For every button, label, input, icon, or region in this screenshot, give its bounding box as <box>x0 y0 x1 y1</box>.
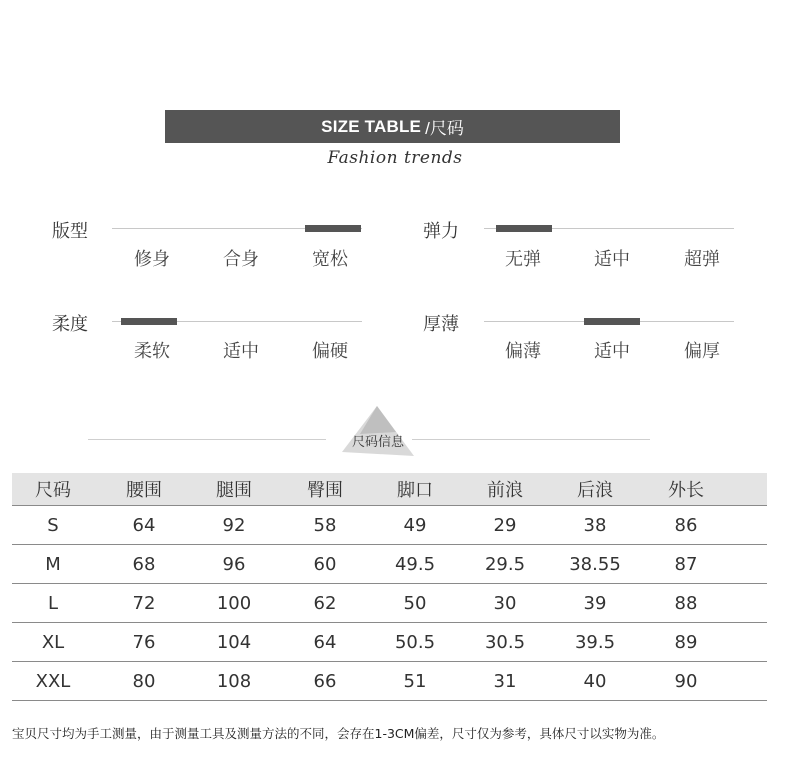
table-cell: XXL <box>35 670 71 692</box>
banner-title: SIZE TABLE <box>321 116 422 136</box>
table-row <box>12 584 767 623</box>
attr-softness-option: 柔软 <box>134 341 170 362</box>
column-header: 脚口 <box>397 480 433 501</box>
table-cell: 108 <box>216 670 252 692</box>
table-cell: 64 <box>132 514 156 536</box>
attr-stretch-option: 适中 <box>594 249 630 270</box>
table-cell: 50 <box>403 592 427 614</box>
table-cell: 50.5 <box>394 631 436 653</box>
table-cell: 92 <box>222 514 246 536</box>
table-cell: 96 <box>222 553 246 575</box>
table-cell: 40 <box>583 670 607 692</box>
table-cell: 49 <box>403 514 427 536</box>
attr-stretch-marker <box>496 225 552 232</box>
table-row <box>12 623 767 662</box>
attr-softness-option: 偏硬 <box>312 341 348 362</box>
attr-stretch-option: 无弹 <box>505 249 541 270</box>
table-cell: 76 <box>132 631 156 653</box>
table-cell: 39 <box>583 592 607 614</box>
attr-thickness-option: 偏薄 <box>505 341 541 362</box>
table-cell: 80 <box>132 670 156 692</box>
table-cell: L <box>47 592 59 614</box>
table-cell: 29.5 <box>484 553 526 575</box>
table-cell: XL <box>41 631 65 653</box>
table-cell: 30 <box>493 592 517 614</box>
table-cell: M <box>45 553 61 575</box>
table-row <box>12 662 767 701</box>
table-row <box>12 545 767 584</box>
table-cell: 90 <box>674 670 698 692</box>
table-cell: 104 <box>216 631 252 653</box>
attr-fit-option: 宽松 <box>312 249 348 270</box>
attr-thickness-marker <box>584 318 640 325</box>
table-cell: S <box>47 514 59 536</box>
column-header: 前浪 <box>487 480 523 501</box>
table-cell: 68 <box>132 553 156 575</box>
column-header: 后浪 <box>577 480 613 501</box>
attr-stretch-label: 弹力 <box>423 221 459 242</box>
attr-softness-marker <box>121 318 177 325</box>
attr-thickness-option: 适中 <box>594 341 630 362</box>
column-header: 腰围 <box>126 480 162 501</box>
table-cell: 39.5 <box>574 631 616 653</box>
table-cell: 49.5 <box>394 553 436 575</box>
table-cell: 86 <box>674 514 698 536</box>
attr-fit-option: 修身 <box>134 249 170 270</box>
attr-softness-label: 柔度 <box>52 314 88 335</box>
table-cell: 64 <box>313 631 337 653</box>
fashion-trends-subtitle: Fashion trends <box>327 148 463 168</box>
attr-stretch-option: 超弹 <box>684 249 720 270</box>
column-header: 尺码 <box>35 480 71 501</box>
table-cell: 88 <box>674 592 698 614</box>
size-table-banner <box>165 110 620 143</box>
table-cell: 38 <box>583 514 607 536</box>
table-cell: 29 <box>493 514 517 536</box>
table-cell: 100 <box>216 592 252 614</box>
attr-fit-option: 合身 <box>223 249 259 270</box>
section-divider-left <box>88 439 326 440</box>
attr-thickness-option: 偏厚 <box>684 341 720 362</box>
attr-thickness-label: 厚薄 <box>423 314 459 335</box>
table-cell: 31 <box>493 670 517 692</box>
column-header: 臀围 <box>307 480 343 501</box>
table-cell: 89 <box>674 631 698 653</box>
column-header: 外长 <box>668 480 704 501</box>
size-table <box>12 473 767 701</box>
column-header: 腿围 <box>216 480 252 501</box>
table-cell: 72 <box>132 592 156 614</box>
table-cell: 66 <box>313 670 337 692</box>
table-cell: 30.5 <box>484 631 526 653</box>
table-header-row <box>12 473 767 506</box>
table-cell: 58 <box>313 514 337 536</box>
table-cell: 62 <box>313 592 337 614</box>
table-cell: 87 <box>674 553 698 575</box>
table-cell: 38.55 <box>569 553 621 575</box>
size-info-badge: 尺码信息 <box>352 435 405 450</box>
measurement-footnote: 宝贝尺寸均为手工测量，由于测量工具及测量方法的不同，会存在1-3CM偏差，尺寸仅为参考，具体尺寸以实物为准。 <box>12 726 665 741</box>
table-cell: 51 <box>403 670 427 692</box>
attr-fit-label: 版型 <box>52 221 88 242</box>
attr-softness-option: 适中 <box>223 341 259 362</box>
banner-title-cn: /尺码 <box>425 119 464 138</box>
table-row <box>12 506 767 545</box>
table-cell: 60 <box>313 553 337 575</box>
section-divider-right <box>412 439 650 440</box>
attr-fit-marker <box>305 225 361 232</box>
